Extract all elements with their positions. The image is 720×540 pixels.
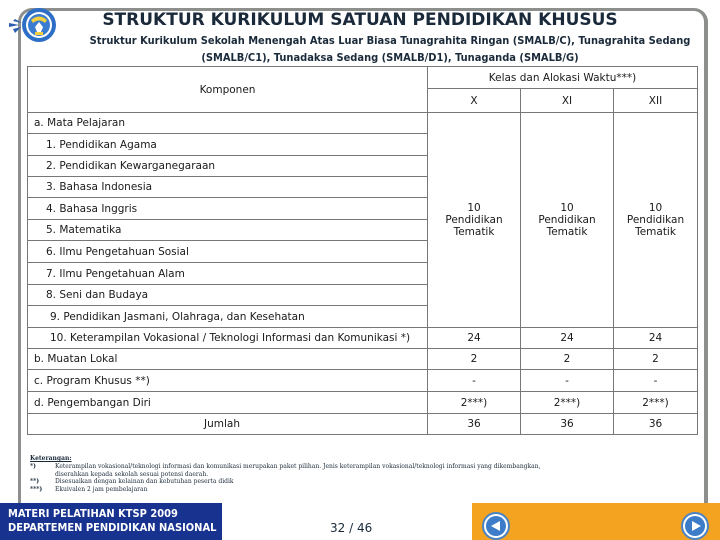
pengembangan-diri-xi: 2***) (521, 392, 614, 414)
tematik-xi-num: 10 (560, 202, 574, 214)
notes-heading: Keterangan: (30, 455, 72, 462)
note-item (30, 463, 541, 471)
subject-row: 8. Seni dan Budaya (28, 285, 428, 306)
footer-line-1: MATERI PELATIHAN KTSP 2009 (8, 507, 178, 520)
note-text: Ekuivalen 2 jam pembelajaran (55, 486, 148, 494)
subject-row: 4. Bahasa Inggris (28, 198, 428, 220)
subtitle-line-1: Struktur Kurikulum Sekolah Menengah Atas Luar Biasa Tunagrahita Ringan (SMALB/C), Tunagrahita Sedang (89, 34, 691, 47)
subject-row: 1. Pendidikan Agama (28, 134, 428, 156)
tematik-xii-l1: Pendidikan (626, 214, 685, 226)
note-mark (30, 471, 55, 479)
subject-row: 2. Pendidikan Kewarganegaraan (28, 156, 428, 177)
subject-row: 7. Ilmu Pengetahuan Alam (28, 263, 428, 285)
tematik-xii-cell (614, 113, 698, 328)
muatan-lokal-label: b. Muatan Lokal (28, 349, 428, 370)
note-item (30, 486, 541, 494)
note-mark: ***) (30, 486, 43, 494)
note-item (30, 478, 541, 486)
muatan-lokal-xi: 2 (521, 349, 614, 370)
subject-row: 3. Bahasa Indonesia (28, 177, 428, 198)
page-subtitle (60, 32, 720, 66)
pengembangan-diri-x: 2***) (428, 392, 521, 414)
program-khusus-xii: - (614, 370, 698, 392)
page-number: 32 / 46 (330, 521, 373, 535)
tematik-xii-l2: Tematik (635, 226, 676, 238)
subject-row: 9. Pendidikan Jasmani, Olahraga, dan Kesehatan (28, 306, 428, 328)
subject-row: 5. Matematika (28, 220, 428, 241)
muatan-lokal-xii: 2 (614, 349, 698, 370)
note-text: Disesuaikan dengan kelainan dan kebutuhan peserta didik (55, 478, 234, 486)
pengembangan-diri-xii: 2***) (614, 392, 698, 414)
section-mata-pelajaran: a. Mata Pelajaran (28, 113, 428, 134)
tematik-x-cell (428, 113, 521, 328)
kelas-xi-header: XI (521, 89, 614, 113)
program-khusus-label: c. Program Khusus **) (28, 370, 428, 392)
jumlah-xii: 36 (614, 414, 698, 435)
next-slide-button[interactable] (681, 512, 709, 540)
pengembangan-diri-label: d. Pengembangan Diri (28, 392, 428, 414)
arrow-left-icon (486, 516, 506, 536)
program-khusus-xi: - (521, 370, 614, 392)
curriculum-table (27, 66, 698, 435)
keterampilan-xii: 24 (614, 328, 698, 349)
footer-line-2: DEPARTEMEN PENDIDIKAN NASIONAL (8, 521, 217, 534)
keterampilan-xi: 24 (521, 328, 614, 349)
page-title: STRUKTUR KURIKULUM SATUAN PENDIDIKAN KHUSUS (102, 10, 618, 30)
footer-text (8, 507, 216, 535)
tematik-xii-num: 10 (648, 202, 663, 214)
komponen-header: Komponen (28, 67, 428, 113)
kelas-header: Kelas dan Alokasi Waktu***) (428, 67, 698, 89)
tematik-xi-cell (521, 113, 614, 328)
prev-slide-button[interactable] (482, 512, 510, 540)
tematik-x-num: 10 (467, 202, 481, 214)
muatan-lokal-x: 2 (428, 349, 521, 370)
subject-row: 10. Keterampilan Vokasional / Teknologi Informasi dan Komunikasi *) (28, 328, 428, 349)
program-khusus-x: - (428, 370, 521, 392)
note-mark: **) (30, 478, 40, 486)
notes (30, 455, 541, 494)
note-item (30, 471, 541, 479)
arrow-right-icon (685, 516, 705, 536)
kelas-x-header: X (428, 89, 521, 113)
tematik-x-l1: Pendidikan (445, 214, 503, 226)
jumlah-x: 36 (428, 414, 521, 435)
jumlah-label: Jumlah (28, 414, 428, 435)
subject-row: 6. Ilmu Pengetahuan Sosial (28, 241, 428, 263)
subtitle-line-2: (SMALB/C1), Tunadaksa Sedang (SMALB/D1), Tunaganda (SMALB/G) (201, 51, 579, 64)
keterampilan-x: 24 (428, 328, 521, 349)
note-text: diserahkan kepada sekolah sesuai potensi daerah. (55, 470, 209, 478)
tematik-x-l2: Tematik (453, 226, 495, 238)
tematik-xi-l2: Tematik (546, 226, 588, 238)
note-text: Keterampilan vokasional/teknologi informasi dan komunikasi merupakan paket pilihan. Jenis keterampilan vokasional/teknologi informasi yang dikembangkan, (55, 462, 541, 470)
kelas-xii-header: XII (614, 89, 698, 113)
tematik-xi-l1: Pendidikan (538, 214, 596, 226)
note-mark: *) (30, 462, 36, 470)
jumlah-xi: 36 (521, 414, 614, 435)
